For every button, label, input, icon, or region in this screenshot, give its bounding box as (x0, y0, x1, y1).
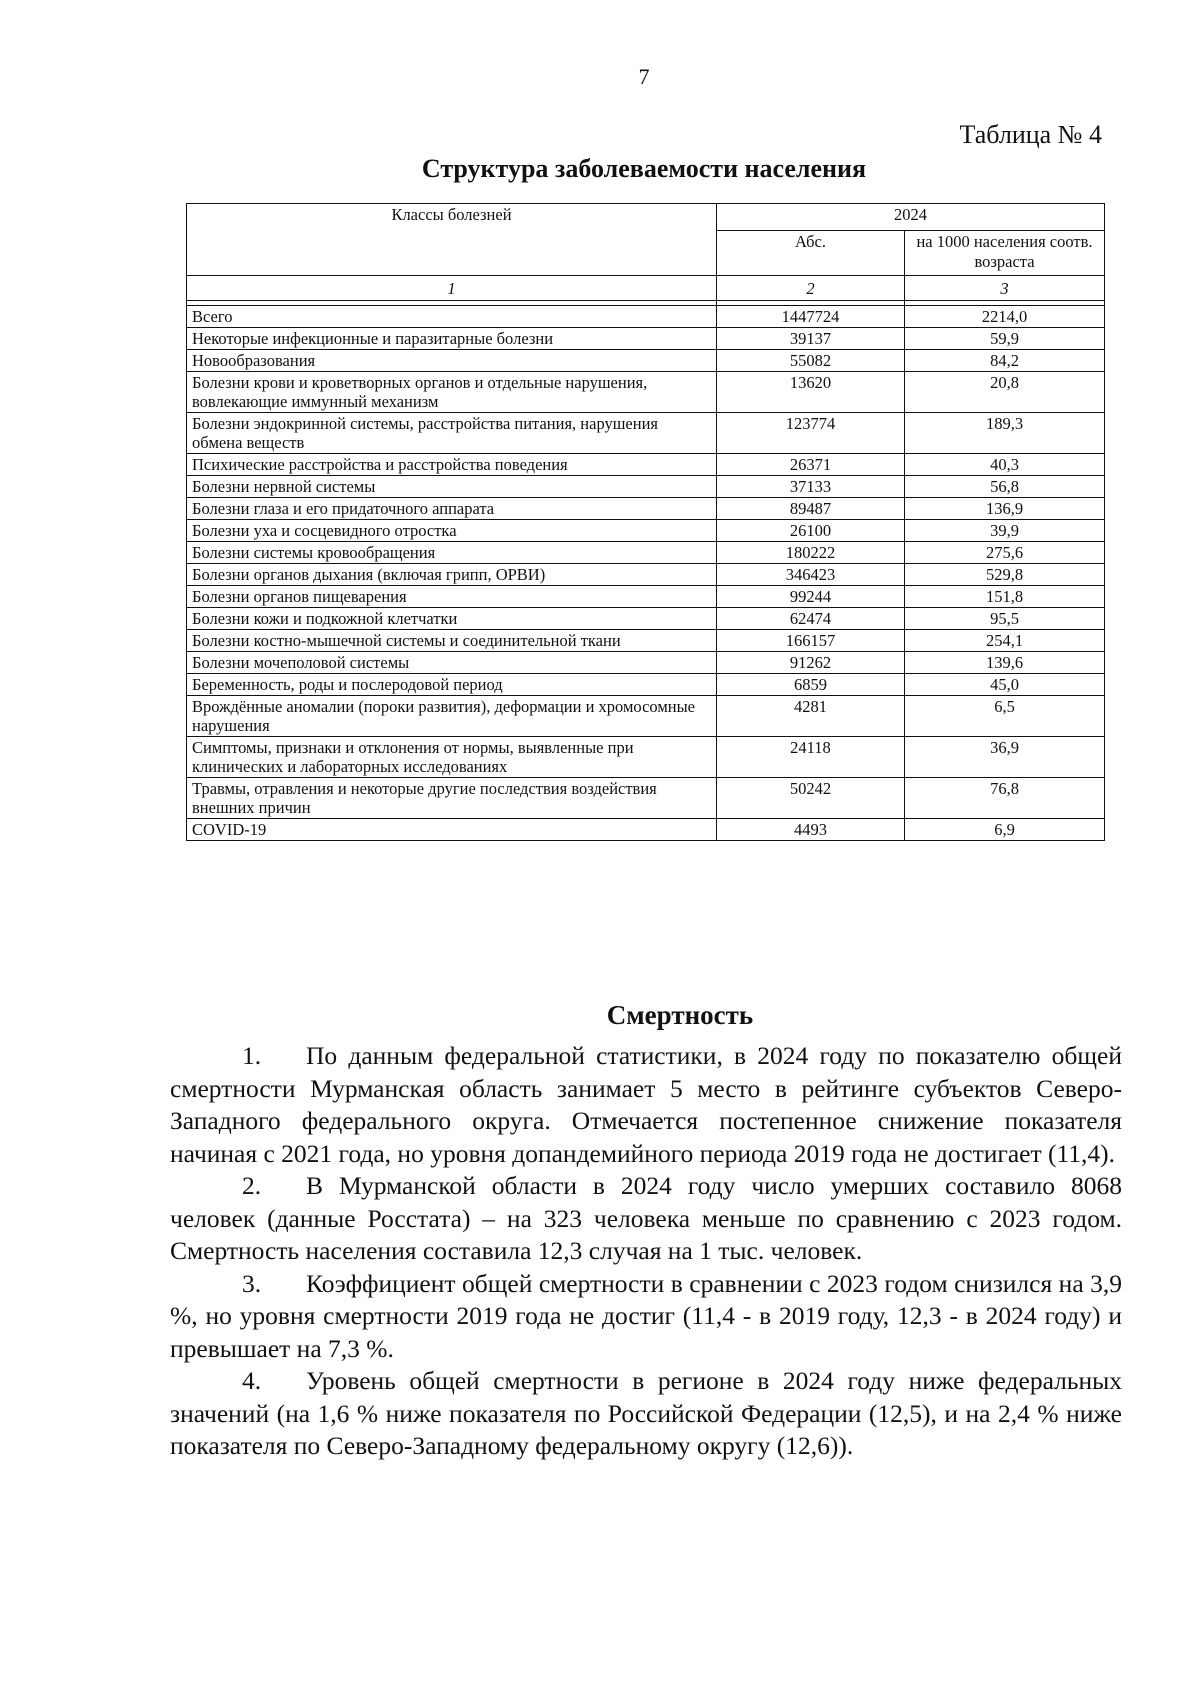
absolute-value-cell: 346423 (717, 564, 905, 586)
paragraph (170, 1170, 1122, 1268)
disease-class-cell: Всего (187, 306, 717, 328)
absolute-value-cell: 6859 (717, 674, 905, 696)
disease-class-cell: Болезни костно-мышечной системы и соединительной ткани (187, 630, 717, 652)
table-row (187, 306, 1105, 328)
page-number: 7 (638, 64, 650, 89)
disease-class-cell: Врождённые аномалии (пороки развития), деформации и хромосомные нарушения (187, 696, 717, 737)
absolute-value-cell: 180222 (717, 542, 905, 564)
per-1000-value-cell: 40,3 (905, 454, 1105, 476)
paragraph-text: Коэффициент общей смертности в сравнении с 2023 годом снизился на 3,9 %, но уровня смертности 2019 года не достиг (11,4 - в 2019 году, 12,3 - в 2024 году) и превышает на 7,3 %. (170, 1268, 1122, 1363)
table-row (187, 350, 1105, 372)
table-row (187, 542, 1105, 564)
per-1000-value-cell: 20,8 (905, 372, 1105, 413)
table-row (187, 372, 1105, 413)
absolute-value-cell: 99244 (717, 586, 905, 608)
absolute-value-cell: 26100 (717, 520, 905, 542)
per-1000-value-cell: 189,3 (905, 413, 1105, 454)
paragraph (170, 1268, 1122, 1366)
disease-class-cell: COVID-19 (187, 819, 717, 841)
per-1000-value-cell: 45,0 (905, 674, 1105, 696)
paragraph (170, 1365, 1122, 1463)
per-1000-value-cell: 76,8 (905, 778, 1105, 819)
per-1000-value-cell: 59,9 (905, 328, 1105, 350)
per-1000-value-cell: 6,5 (905, 696, 1105, 737)
body-text (170, 1040, 1122, 1463)
paragraph (170, 1040, 1122, 1170)
per-1000-value-cell: 84,2 (905, 350, 1105, 372)
paragraph-text: По данным федеральной статистики, в 2024 году по показателю общей смертности Мурманская область занимает 5 место в рейтинге субъектов Северо-Западного федерального округа. Отмечается постепенное снижение показателя начиная с 2021 года, но уровня допандемийного периода 2019 года не достигает (11,4). (170, 1041, 1122, 1168)
table-row (187, 819, 1105, 841)
per-1000-value-cell: 151,8 (905, 586, 1105, 608)
disease-class-cell: Болезни уха и сосцевидного отростка (187, 520, 717, 542)
disease-class-cell: Болезни органов дыхания (включая грипп, ОРВИ) (187, 564, 717, 586)
paragraph-number: 4. (242, 1366, 262, 1395)
per-1000-value-cell: 56,8 (905, 476, 1105, 498)
disease-class-cell: Болезни нервной системы (187, 476, 717, 498)
header-abs: Абс. (717, 231, 905, 276)
header-per-1000: на 1000 населения соотв. возраста (905, 231, 1105, 276)
column-number: 3 (905, 276, 1105, 301)
per-1000-value-cell: 39,9 (905, 520, 1105, 542)
header-year: 2024 (717, 204, 1105, 231)
disease-class-cell: Психические расстройства и расстройства поведения (187, 454, 717, 476)
table-row (187, 476, 1105, 498)
table-row (187, 520, 1105, 542)
table-row (187, 564, 1105, 586)
absolute-value-cell: 24118 (717, 737, 905, 778)
absolute-value-cell: 13620 (717, 372, 905, 413)
column-number: 2 (717, 276, 905, 301)
per-1000-value-cell: 136,9 (905, 498, 1105, 520)
paragraph-number: 2. (242, 1171, 262, 1200)
absolute-value-cell: 123774 (717, 413, 905, 454)
table-row (187, 737, 1105, 778)
disease-class-cell: Травмы, отравления и некоторые другие последствия воздействия внешних причин (187, 778, 717, 819)
table-row (187, 586, 1105, 608)
paragraph-number: 1. (242, 1041, 262, 1070)
per-1000-value-cell: 95,5 (905, 608, 1105, 630)
per-1000-value-cell: 254,1 (905, 630, 1105, 652)
absolute-value-cell: 4281 (717, 696, 905, 737)
table-row (187, 674, 1105, 696)
header-classes: Классы болезней (187, 204, 717, 276)
disease-class-cell: Болезни эндокринной системы, расстройства питания, нарушения обмена веществ (187, 413, 717, 454)
absolute-value-cell: 55082 (717, 350, 905, 372)
absolute-value-cell: 50242 (717, 778, 905, 819)
per-1000-value-cell: 36,9 (905, 737, 1105, 778)
absolute-value-cell: 39137 (717, 328, 905, 350)
section-title: Смертность (606, 1000, 754, 1030)
table-row (187, 454, 1105, 476)
per-1000-value-cell: 529,8 (905, 564, 1105, 586)
disease-class-cell: Беременность, роды и послеродовой период (187, 674, 717, 696)
disease-class-cell: Болезни органов пищеварения (187, 586, 717, 608)
disease-class-cell: Новообразования (187, 350, 717, 372)
table-row (187, 696, 1105, 737)
absolute-value-cell: 26371 (717, 454, 905, 476)
disease-class-cell: Болезни крови и кроветворных органов и отдельные нарушения, вовлекающие иммунный механизм (187, 372, 717, 413)
table-row (187, 652, 1105, 674)
table-row (187, 498, 1105, 520)
disease-class-cell: Болезни кожи и подкожной клетчатки (187, 608, 717, 630)
per-1000-value-cell: 275,6 (905, 542, 1105, 564)
per-1000-value-cell: 139,6 (905, 652, 1105, 674)
disease-class-cell: Болезни мочеполовой системы (187, 652, 717, 674)
absolute-value-cell: 4493 (717, 819, 905, 841)
table-title: Структура заболеваемости населения (421, 154, 867, 183)
disease-class-cell: Некоторые инфекционные и паразитарные болезни (187, 328, 717, 350)
paragraph-text: В Мурманской области в 2024 году число умерших составило 8068 человек (данные Росстата) – на 323 человека меньше по сравнению с 2023 годом. Смертность населения составила 12,3 случая на 1 тыс. человек. (170, 1171, 1122, 1265)
absolute-value-cell: 37133 (717, 476, 905, 498)
disease-class-cell: Болезни глаза и его придаточного аппарата (187, 498, 717, 520)
per-1000-value-cell: 2214,0 (905, 306, 1105, 328)
table-row (187, 328, 1105, 350)
absolute-value-cell: 1447724 (717, 306, 905, 328)
absolute-value-cell: 166157 (717, 630, 905, 652)
paragraph-number: 3. (242, 1268, 262, 1298)
absolute-value-cell: 91262 (717, 652, 905, 674)
table-row (187, 608, 1105, 630)
table-row (187, 630, 1105, 652)
disease-class-cell: Симптомы, признаки и отклонения от нормы, выявленные при клинических и лабораторных исследованиях (187, 737, 717, 778)
paragraph-text: Уровень общей смертности в регионе в 2024 году ниже федеральных значений (на 1,6 % ниже показателя по Российской Федерации (12,5), и на 2,4 % ниже показателя по Северо-Западному федеральному округу (12,6)). (170, 1366, 1122, 1460)
table-row (187, 413, 1105, 454)
column-number: 1 (187, 276, 717, 301)
morbidity-table (186, 203, 1105, 841)
table-row (187, 778, 1105, 819)
absolute-value-cell: 89487 (717, 498, 905, 520)
absolute-value-cell: 62474 (717, 608, 905, 630)
table-body (187, 306, 1105, 841)
per-1000-value-cell: 6,9 (905, 819, 1105, 841)
disease-class-cell: Болезни системы кровообращения (187, 542, 717, 564)
table-label: Таблица № 4 (959, 120, 1102, 149)
